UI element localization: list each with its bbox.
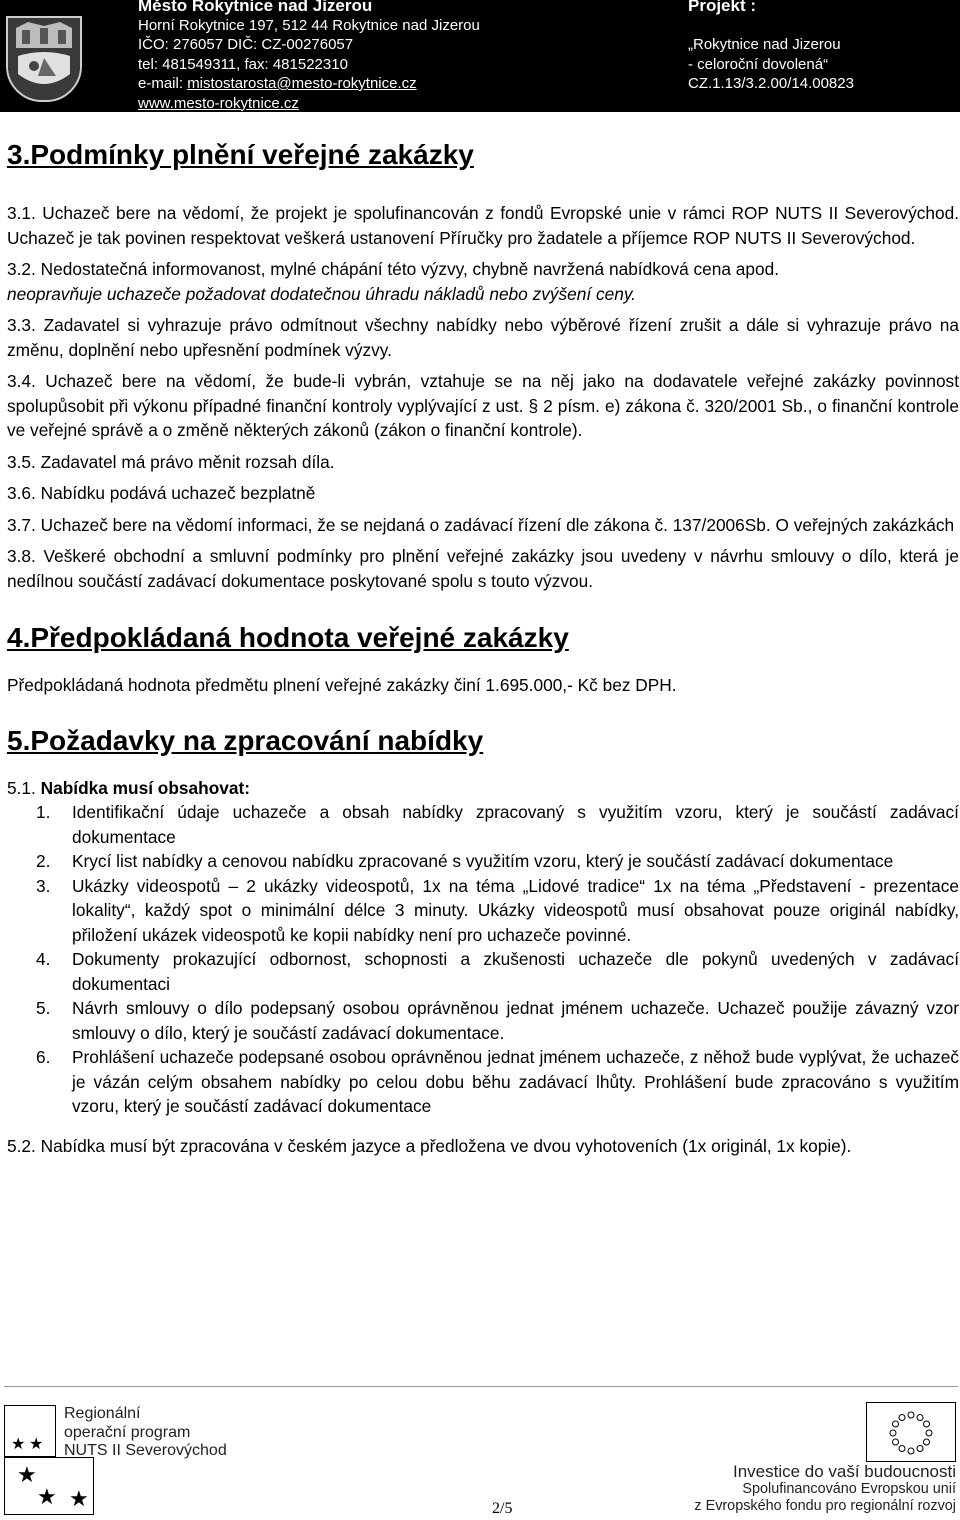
rop-logo-box xyxy=(4,1405,56,1457)
rop-logo-stars xyxy=(4,1457,94,1515)
list-item-number: 1. xyxy=(36,802,51,822)
list-item xyxy=(7,800,959,849)
list-item xyxy=(7,947,959,996)
paragraph-3-4: 3.4. Uchazeč bere na vědomí, že bude-li vybrán, vztahuje se na něj jako na dodavatele veřejné zakázky povinnost spolupůsobit při výkonu případné finanční kontroly vyplývající z ust. § 2 písm. e) zákona č. 320/2001 Sb., o finanční kontrole ve veřejné správě a o změně některých zákonů (zákon o finanční kontrole). xyxy=(7,371,959,440)
list-item-number: 5. xyxy=(36,998,51,1018)
star-icon: ★ xyxy=(29,1436,44,1453)
section-3-heading: 3.Podmínky plnění veřejné zakázky xyxy=(7,139,474,170)
list-item xyxy=(7,874,959,948)
rop-line-3: NUTS II Severovýchod xyxy=(64,1442,227,1459)
paragraph-5-2: 5.2. Nabídka musí být zpracována v českém jazyce a předložena ve dvou vyhotoveních (1x originál, 1x kopie). xyxy=(7,1135,852,1156)
eu-line-1: Investice do vaší budoucnosti xyxy=(732,1462,956,1481)
project-info xyxy=(688,0,854,94)
paragraph-3-8: 3.8. Veškeré obchodní a smluvní podmínky pro plnění veřejné zakázky jsou uvedeny v návrhu smlouvy o dílo, která je nedílnou součástí zadávací dokumentace poskytované spolu s touto výzvou. xyxy=(7,546,959,591)
star-icon: ★ xyxy=(37,1484,57,1509)
rop-logo-text xyxy=(64,1405,227,1461)
organization-info xyxy=(138,0,480,113)
list-item-text: Prohlášení uchazeče podepsané osobou oprávněnou jednat jménem uchazeče, z něhož bude vyplývat, že uchazeč je vázán celým obsahem nabídky po celou dobu běhu zadávací lhůty. Prohlášení bude zpracováno s využitím vzoru, který je součástí zadávací dokumentace xyxy=(72,1047,959,1116)
paragraph-3-6: 3.6. Nabídku podává uchazeč bezplatně xyxy=(7,483,316,503)
paragraph-3-5: 3.5. Zadavatel má právo měnit rozsah díla. xyxy=(7,451,335,472)
list-item-text: Krycí list nabídky a cenovou nabídku zpracované s využitím vzoru, který je součástí zadávací dokumentace xyxy=(72,851,894,871)
section-5-heading: 5.Požadavky na zpracování nabídky xyxy=(7,724,484,756)
star-icon: ★ xyxy=(11,1436,26,1453)
paragraph-3-2b: neopravňuje uchazeče požadovat dodatečnou úhradu nákladů nebo zvýšení ceny. xyxy=(7,283,636,304)
list-item-text: Návrh smlouvy o dílo podepsaný osobou oprávněnou jednat jménem uchazeče. Uchazeč použije závazný vzor smlouvy o dílo, který je součástí zadávací dokumentace. xyxy=(72,998,959,1043)
document-body xyxy=(7,138,959,1158)
eu-stars-icon xyxy=(867,1403,955,1461)
list-item xyxy=(7,996,959,1045)
paragraph-3-1: 3.1. Uchazeč bere na vědomí, že projekt je spolufinancován z fondů Evropské unie v rámci ROP NUTS II Severovýchod. Uchazeč je tak povinen respektovat veškerá ustanovení Příručky pro žadatele a příjemce ROP NUTS II Severovýchod. xyxy=(7,203,959,248)
list-item-text: Identifikační údaje uchazeče a obsah nabídky zpracovaný s využitím vzoru, který je součástí zadávací dokumentace xyxy=(72,802,959,847)
section-4-heading: 4.Předpokládaná hodnota veřejné zakázky xyxy=(7,622,569,653)
list-item-text: Dokumenty prokazující odbornost, schopnosti a zkušenosti uchazeče dle pokynů uvedených v zadávací dokumentaci xyxy=(72,949,959,994)
list-item-number: 6. xyxy=(36,1047,51,1067)
requirements-list xyxy=(7,800,959,1119)
rop-line-1: Regionální xyxy=(64,1405,141,1422)
org-phone: tel: 481549311, fax: 481522310 xyxy=(138,55,348,73)
list-item xyxy=(7,849,959,874)
org-name: Město Rokytnice nad Jizerou xyxy=(138,0,373,15)
paragraph-3-3: 3.3. Zadavatel si vyhrazuje právo odmítnout všechny nabídky nebo výběrové řízení zrušit a dále si vyhrazuje právo na změnu, doplnění nebo upřesnění podmínek výzvy. xyxy=(7,315,959,360)
org-ids: IČO: 276057 DIČ: CZ-00276057 xyxy=(138,36,354,53)
list-item xyxy=(7,1045,959,1119)
list-item-number: 2. xyxy=(36,851,51,871)
org-email-line xyxy=(138,74,480,94)
list-item-text: Ukázky videospotů – 2 ukázky videospotů, 1x na téma „Lidové tradice“ 1x na téma „Představení - prezentace lokality“, každý spot o minimální délce 3 minuty. Ukázky videospotů musí obsahovat pouze originál nabídky, přiložení ukázek videospotů ke kopii nabídky není pro uchazeče povinné. xyxy=(72,875,959,945)
footer-divider xyxy=(4,1386,958,1387)
paragraph-3-2a: 3.2. Nedostatečná informovanost, mylné chápání této výzvy, chybně navržená nabídková cena apod. xyxy=(7,259,780,279)
project-name: „Rokytnice nad Jizerou xyxy=(688,36,841,53)
letterhead xyxy=(0,0,960,112)
eu-logo-text xyxy=(694,1463,956,1516)
list-item-number: 3. xyxy=(36,875,51,896)
web-link[interactable]: www.mesto-rokytnice.cz xyxy=(138,94,299,112)
star-icon: ★ xyxy=(17,1462,37,1487)
project-label: Projekt : xyxy=(688,0,757,15)
eu-line-2: Spolufinancováno Evropskou unií xyxy=(742,1480,956,1497)
eu-flag-logo xyxy=(866,1402,956,1462)
project-code: CZ.1.13/3.2.00/14.00823 xyxy=(688,75,854,92)
subsection-5-1 xyxy=(7,776,959,801)
star-icon: ★ xyxy=(69,1486,89,1511)
town-crest-logo xyxy=(6,16,82,102)
email-link[interactable]: mistostarosta@mesto-rokytnice.cz xyxy=(187,75,417,92)
project-subtitle: - celoroční dovolená“ xyxy=(688,55,829,73)
org-address: Horní Rokytnice 197, 512 44 Rokytnice nad Jizerou xyxy=(138,16,480,34)
rop-line-2: operační program xyxy=(64,1423,191,1441)
eu-line-3: z Evropského fondu pro regionální rozvoj xyxy=(694,1498,956,1514)
subsection-5-1-number: 5.1. xyxy=(7,777,41,798)
paragraph-4: Předpokládaná hodnota předmětu plnení veřejné zakázky činí 1.695.000,- Kč bez DPH. xyxy=(7,675,677,695)
project-spacer xyxy=(688,16,854,36)
email-prefix: e-mail: xyxy=(138,75,188,92)
paragraph-3-7: 3.7. Uchazeč bere na vědomí informaci, že se nejdaná o zadávací řízení dle zákona č. 137/2006Sb. O veřejných zakázkách xyxy=(7,514,955,535)
list-item-number: 4. xyxy=(36,949,51,969)
page-number: 2/5 xyxy=(492,1500,513,1517)
subsection-5-1-title: Nabídka musí obsahovat: xyxy=(40,777,250,798)
